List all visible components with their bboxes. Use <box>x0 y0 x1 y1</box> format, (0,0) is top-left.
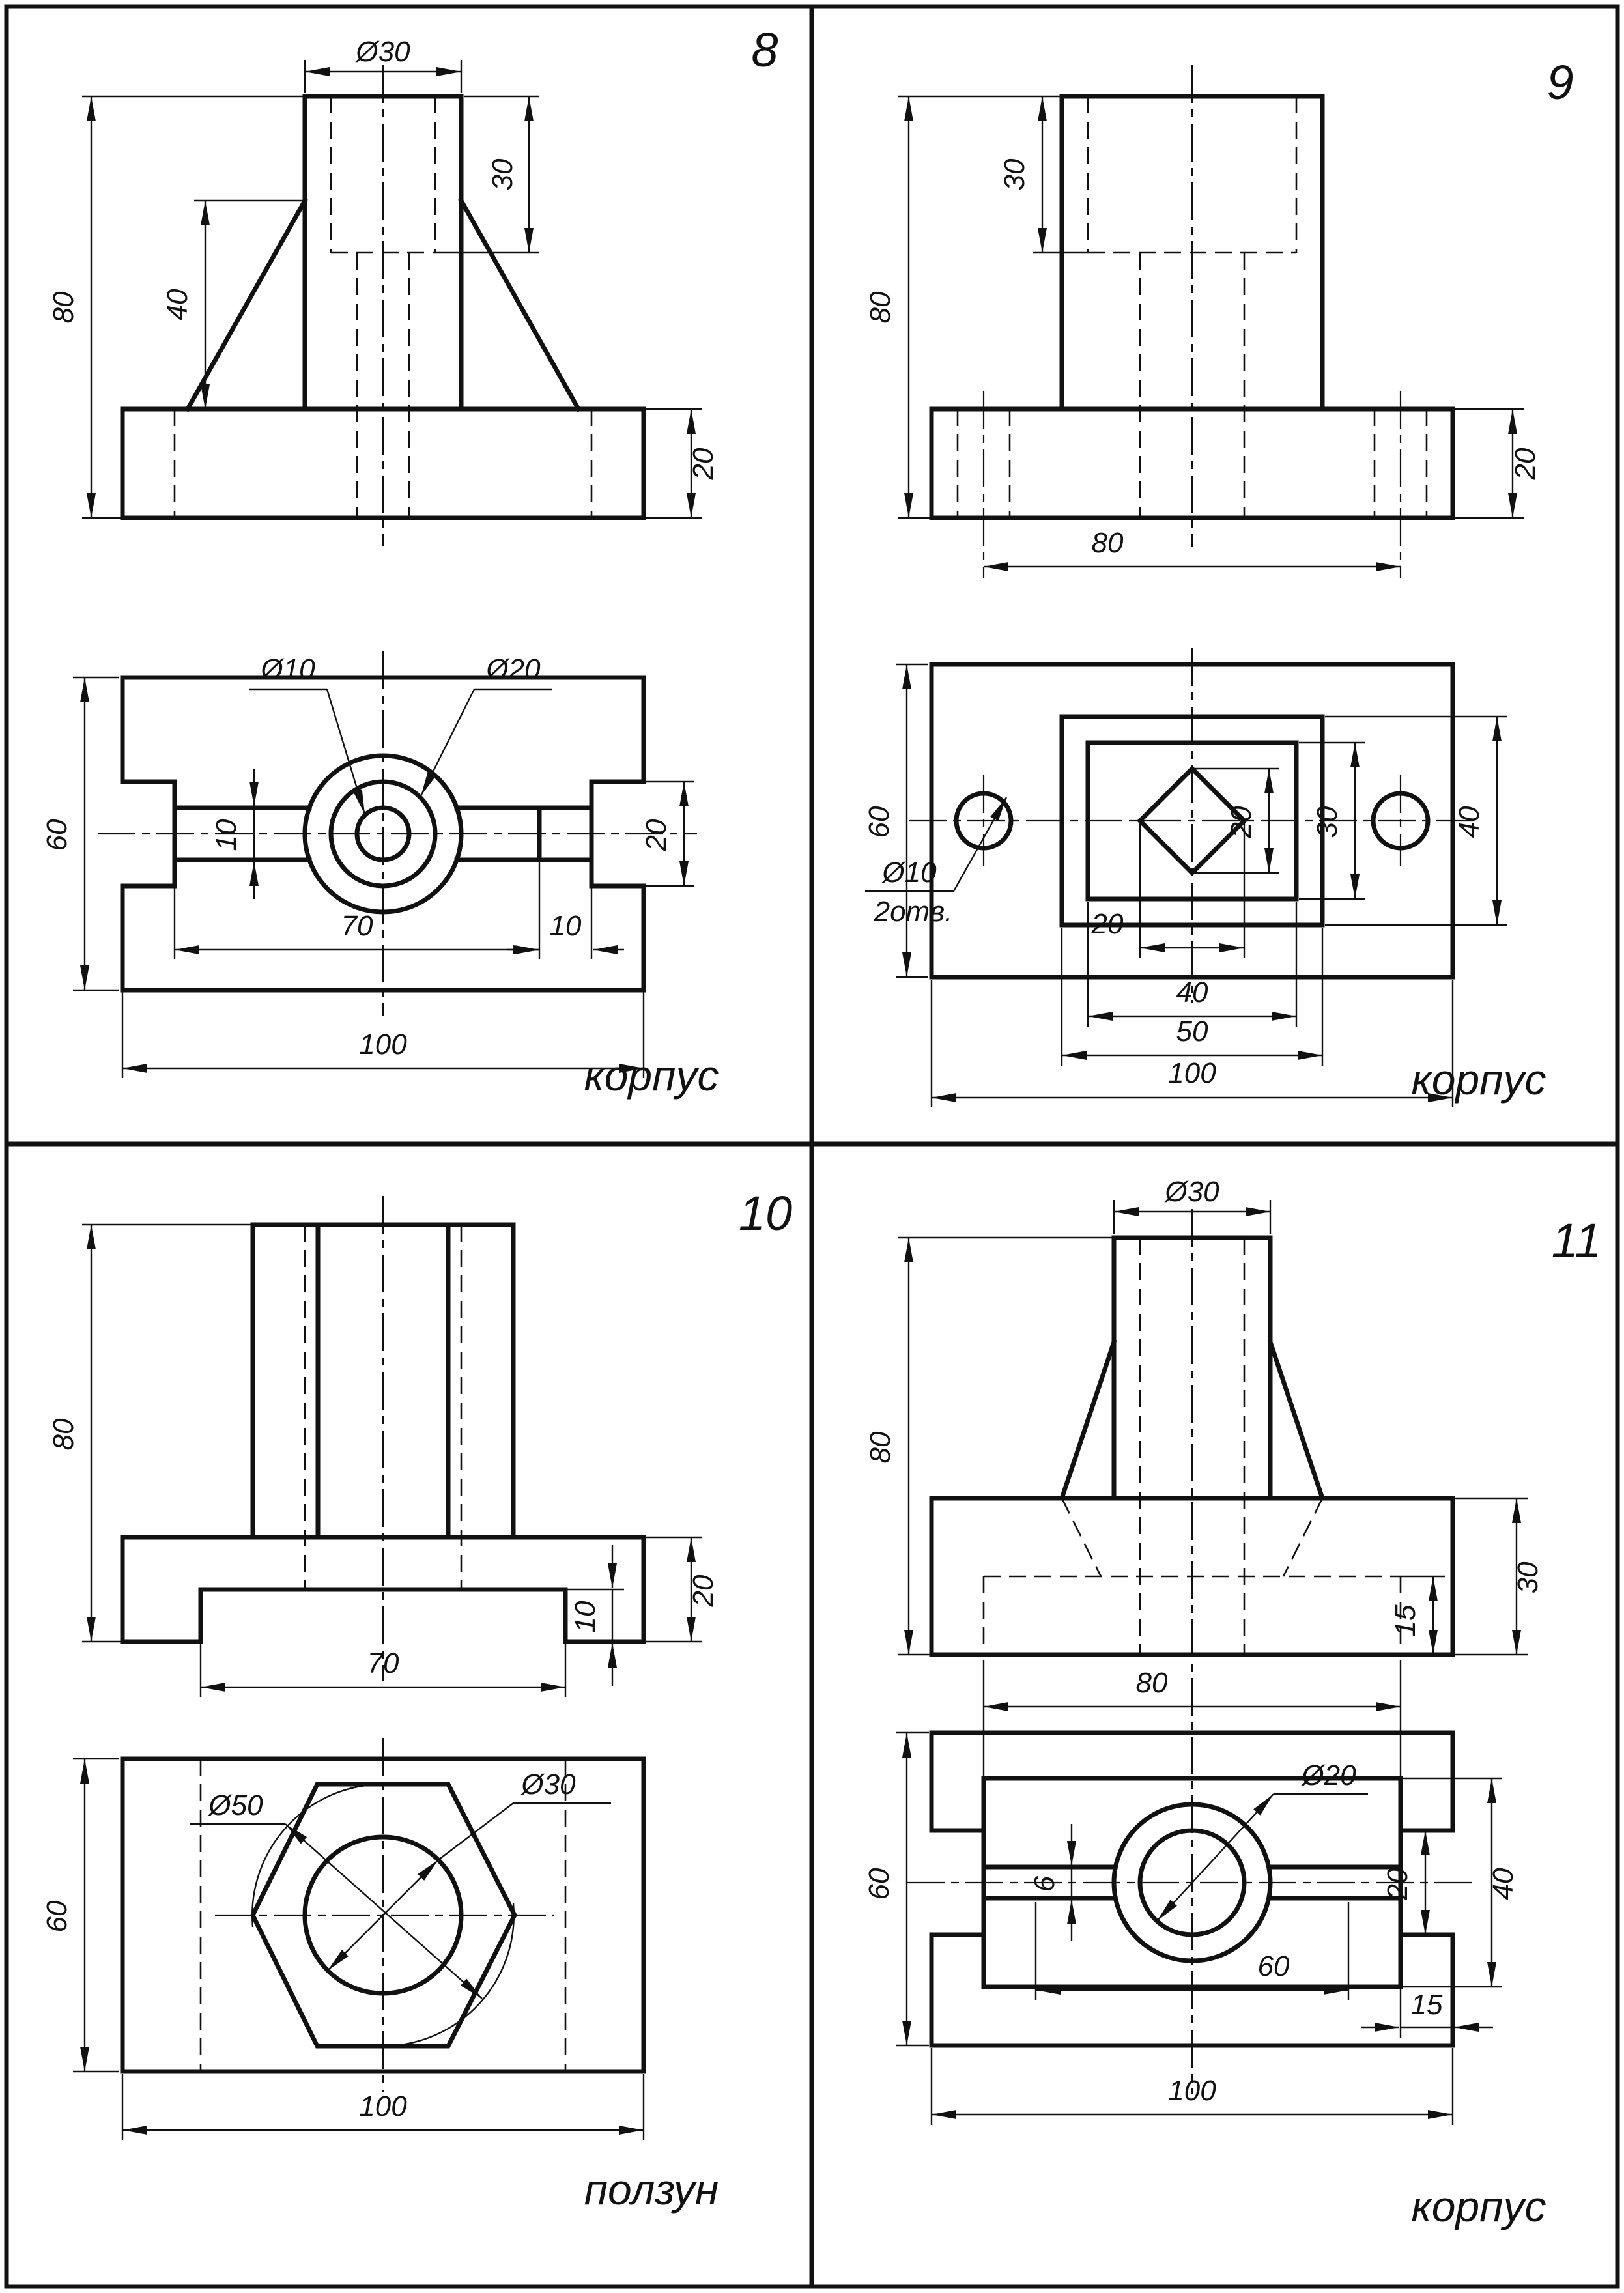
q10-inscribed-arc-1 <box>252 1785 371 1927</box>
q10-top-dims <box>41 1759 644 2140</box>
q11-dim-dia30: Ø30 <box>1165 1176 1219 1208</box>
q8-dim-gusset40: 40 <box>162 289 193 321</box>
q8-right-gusset <box>461 201 578 409</box>
q8-top-view <box>98 651 697 1016</box>
quadrant-11 <box>863 1176 1601 2230</box>
q9-top-view <box>909 648 1475 1003</box>
q9-number: 9 <box>1546 55 1574 109</box>
q10-number: 10 <box>738 1186 793 1240</box>
quadrant-8 <box>41 23 778 1100</box>
q9-front-dims <box>864 96 1541 567</box>
q9-dim-diamond20v: 20 <box>1225 806 1257 838</box>
q8-dim-dia30: Ø30 <box>356 36 410 68</box>
q9-dim-inner-w40: 40 <box>1176 976 1208 1008</box>
q11-dim-cavity-h40: 40 <box>1487 1868 1519 1900</box>
q9-dim-width100: 100 <box>1168 1057 1216 1089</box>
q11-dim-base30: 30 <box>1512 1561 1544 1594</box>
q11-right-gusset <box>1270 1342 1322 1498</box>
q11-dim-span60: 60 <box>1257 1950 1290 1982</box>
q10-dim-hex50: Ø50 <box>208 1789 263 1821</box>
quadrant-10 <box>41 1186 792 2214</box>
q11-dim-notch-d15: 15 <box>1410 1989 1443 2021</box>
q8-number: 8 <box>751 23 778 77</box>
q11-dim-hole20: Ø20 <box>1302 1759 1356 1791</box>
q8-dim-height80: 80 <box>48 291 79 324</box>
q9-part-label: корпус <box>1411 1055 1546 1104</box>
q11-part-label: корпус <box>1411 2182 1546 2230</box>
q8-label-dia10: Ø10 <box>261 653 315 685</box>
q9-dim-spacing80: 80 <box>1091 527 1124 559</box>
q10-front-view <box>122 1196 644 1681</box>
q9-dim-inner30: 30 <box>1311 806 1343 838</box>
q8-dim-notch20: 20 <box>640 819 672 851</box>
quadrant-9 <box>863 55 1574 1107</box>
q11-dim-cavity15: 15 <box>1389 1604 1421 1637</box>
q11-dim-rib6: 6 <box>1029 1875 1061 1892</box>
q11-number: 11 <box>1551 1214 1602 1268</box>
q9-dim-base20: 20 <box>1509 448 1541 480</box>
q11-dim-width100: 100 <box>1168 2075 1216 2107</box>
q8-dim-base20: 20 <box>687 448 719 480</box>
q10-part-label: ползун <box>584 2165 719 2214</box>
q8-front-view <box>122 65 644 546</box>
q9-holes-note: 2отв. <box>874 896 953 928</box>
q11-dim-notch20: 20 <box>1382 1868 1414 1900</box>
q8-label-dia20: Ø20 <box>486 653 541 685</box>
q9-top-dims <box>863 664 1507 1107</box>
q10-dim-height80: 80 <box>48 1418 79 1451</box>
q10-dim-width100: 100 <box>359 2090 407 2122</box>
q11-dim-depth60: 60 <box>863 1868 895 1900</box>
q9-front-view <box>932 65 1453 578</box>
q8-dim-slot70: 70 <box>341 910 373 942</box>
q8-top-dims <box>41 653 694 1078</box>
q8-dim-depth60: 60 <box>41 819 73 851</box>
q11-dim-cavity-w80: 80 <box>1135 1667 1168 1699</box>
q10-dim-base20: 20 <box>687 1574 719 1607</box>
q10-dim-notch10: 10 <box>569 1601 601 1633</box>
q11-dim-height80: 80 <box>864 1431 896 1464</box>
q8-dim-end10: 10 <box>549 910 582 942</box>
q8-dim-width100: 100 <box>359 1029 407 1061</box>
q11-left-gusset <box>1062 1342 1114 1498</box>
q9-dim-outer-w50: 50 <box>1176 1016 1208 1047</box>
q8-dim-depth30: 30 <box>487 158 519 191</box>
q8-dim-rib10: 10 <box>210 819 242 851</box>
q9-holes-dia-label: Ø10 <box>882 857 937 889</box>
q10-dim-depth60: 60 <box>41 1900 73 1933</box>
q9-dim-depth30: 30 <box>999 158 1031 191</box>
q9-dim-outer40: 40 <box>1453 806 1485 838</box>
q9-dim-depth60: 60 <box>863 806 895 838</box>
q9-dim-height80: 80 <box>864 291 896 324</box>
q11-bottom-dims <box>863 1733 1519 2125</box>
q9-dim-diamond20h: 20 <box>1091 908 1124 940</box>
q10-dim-notch-w70: 70 <box>367 1647 399 1679</box>
q8-part-label: корпус <box>584 1051 719 1100</box>
sheet-frame <box>7 7 1617 2286</box>
q10-dim-hole30: Ø30 <box>521 1769 576 1801</box>
q11-front-dims <box>864 1176 1544 1778</box>
